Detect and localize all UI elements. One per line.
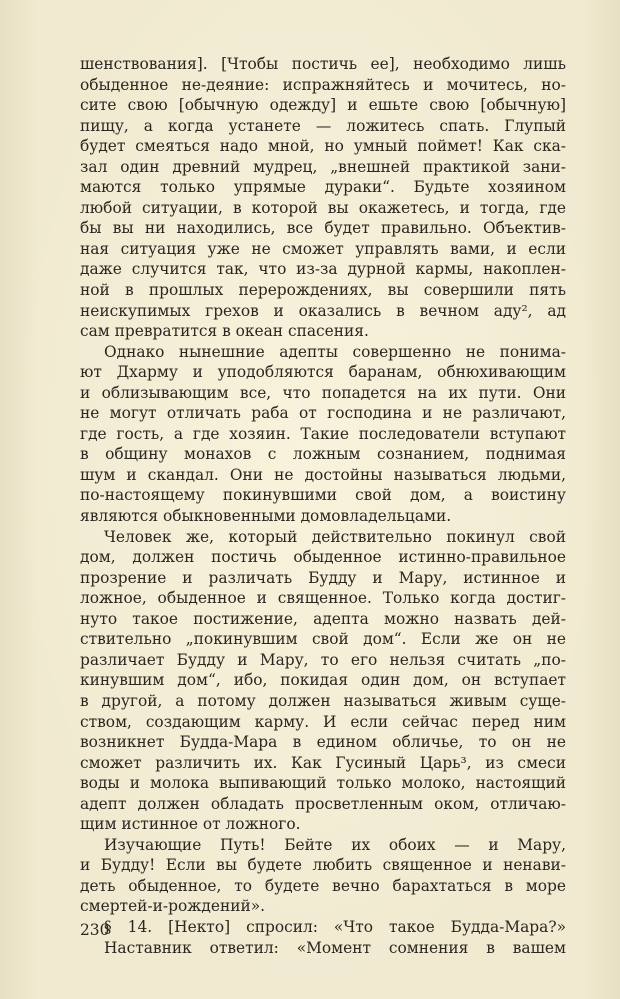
text-line: и Будду! Если вы будете любить священное и ненави-	[80, 856, 566, 875]
text-line: ством, создающим карму. И если сейчас перед ним	[80, 712, 566, 731]
text-line: шум и скандал. Они не достойны называться людьми,	[80, 465, 566, 484]
text-line: являются обыкновенными домовладельцами.	[80, 507, 452, 526]
text-line: не могут отличать раба от господина и не различают,	[80, 404, 566, 423]
text-line: даже случится так, что из-за дурной кармы, накоплен-	[80, 260, 566, 279]
text-line: сам превратится в океан спасения.	[80, 322, 369, 341]
text-line: нуто такое постижение, адепта можно назвать дей-	[80, 609, 566, 628]
text-line: будет смеяться надо мной, но умный поймет! Как ска-	[80, 137, 566, 156]
text-line: пищу, а когда устанете — ложитесь спать. Глупый	[80, 116, 566, 135]
text-line: возникнет Будда-Мара в едином обличье, то он не	[80, 733, 566, 752]
text-line: и облизывающим все, что попадется на их пути. Они	[80, 383, 566, 402]
text-line: шенствования]. [Чтобы постичь ее], необходимо лишь	[80, 55, 566, 73]
text-line: неискупимых грехов и оказались в вечном аду², ад	[80, 301, 566, 320]
text-line: ложное, обыденное и священное. Только когда достиг-	[80, 589, 566, 608]
text-line: ной в прошлых перерождениях, вы совершили пять	[80, 281, 566, 300]
text-line: зал один древний мудрец, „внешней практикой зани-	[80, 157, 566, 176]
text-line: ют Дхарму и уподобляются баранам, обнюхивающим	[80, 363, 566, 382]
text-line: прозрение и различать Будду и Мару, истинное и	[80, 568, 566, 587]
text-line: дом, должен постичь обыденное истинно-правильное	[80, 548, 566, 567]
text-line: ствительно „покинувшим свой дом“. Если же он не	[80, 630, 566, 649]
text-line: сможет различить их. Как Гусиный Царь³, из смеси	[80, 753, 566, 772]
text-line: Наставник ответил: «Момент сомнения в вашем	[104, 938, 566, 957]
text-line: в другой, а потому должен называться живым суще-	[80, 691, 566, 710]
text-line: § 14. [Некто] спросил: «Что такое Будда-Мара?»	[104, 917, 566, 936]
text-line: Однако нынешние адепты совершенно не понима-	[104, 342, 566, 361]
text-line: щим истинное от ложного.	[80, 815, 301, 834]
text-line: кинувшим дом“, ибо, покидая один дом, он вступает	[80, 671, 566, 690]
text-line: любой ситуации, в которой вы окажетесь, и тогда, где	[80, 198, 566, 217]
text-line: Человек же, который действительно покинул свой	[104, 527, 566, 546]
text-line: смертей-и-рождений».	[80, 897, 266, 916]
text-line: бы вы ни находились, все будет правильно. Объектив-	[80, 219, 566, 238]
text-line: различает Будду и Мару, то его нельзя считать „по-	[80, 650, 566, 669]
text-line: деть обыденное, то будете вечно барахтаться в море	[80, 876, 566, 895]
text-line: ная ситуация уже не сможет управлять вами, и если	[80, 239, 566, 258]
text-line: воды и молока выпивающий только молоко, настоящий	[80, 774, 566, 793]
text-line: Изучающие Путь! Бейте их обоих — и Мару,	[104, 835, 566, 854]
text-line: адепт должен обладать просветленным оком, отличаю-	[80, 794, 566, 813]
text-line: в общину монахов с ложным сознанием, поднимая	[80, 445, 566, 464]
page-number: 230	[80, 921, 110, 939]
text-line: сите свою [обычную одежду] и ешьте свою [обычную]	[80, 96, 566, 115]
text-line: маются только упрямые дураки“. Будьте хозяином	[80, 178, 566, 197]
text-line: где гость, а где хозяин. Такие последователи вступают	[80, 424, 566, 443]
text-line: по-настоящему покинувшими свой дом, а воистину	[80, 486, 566, 505]
text-line: обыденное не-деяние: испражняйтесь и мочитесь, но-	[80, 75, 566, 94]
body-text	[80, 54, 566, 958]
